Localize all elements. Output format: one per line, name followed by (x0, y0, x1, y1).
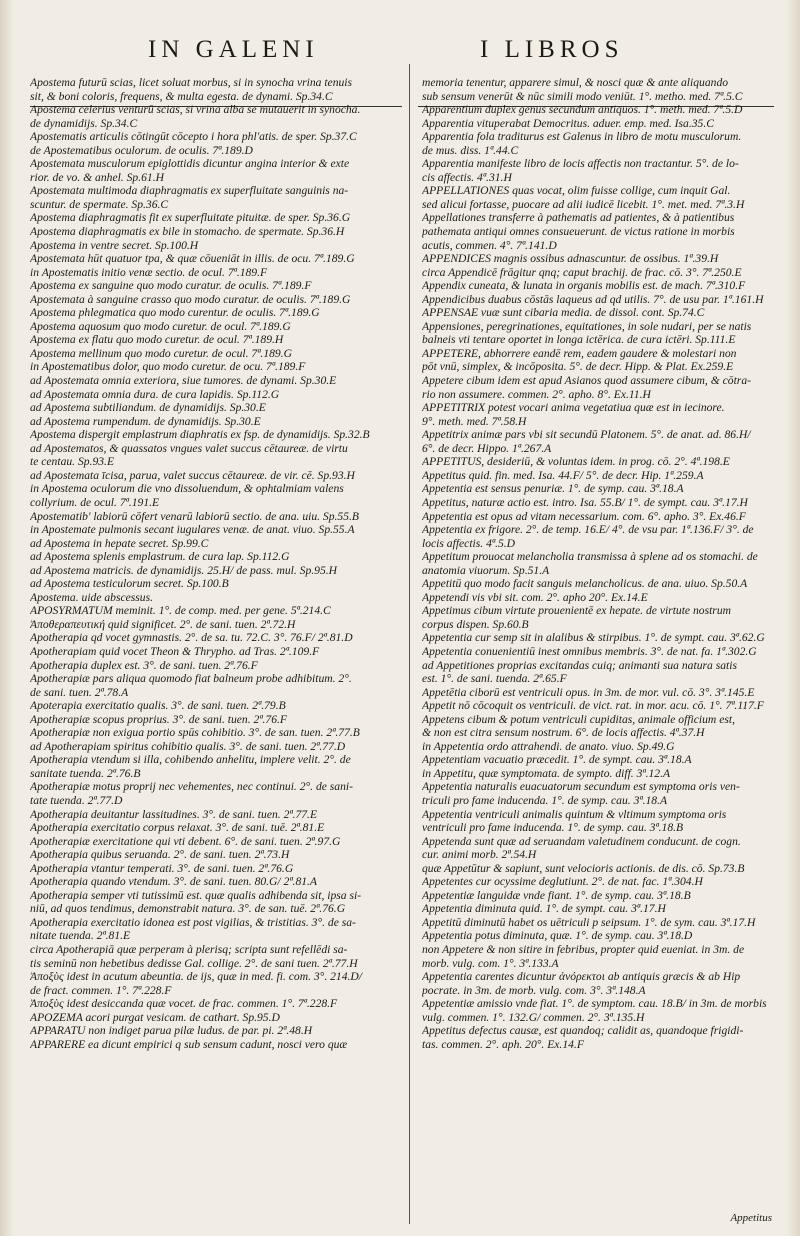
index-line: Appetere cibum idem est apud Asianos quod assumere cibum, & cōtra- (422, 374, 751, 388)
index-line: ad Apostemata omnia dura. de cura lapidis. Sp.112.G (30, 387, 280, 401)
index-line: Apotherapiam quid vocet Theon & Thrypho. ad Tras. 2ª.109.F (30, 644, 320, 658)
index-line: Apostema diaphragmatis fit ex superfluitate pituitæ. de sper. Sp.36.G (30, 211, 351, 225)
index-line: Appetētia ciborū est ventriculi opus. in 3m. de mor. vul. cō. 3°. 3ª.145.E (422, 685, 755, 699)
index-line: Appetentia carentes dicuntur ἀνόρεκτοι ab antiquis græcis & ab Hip (422, 970, 741, 984)
index-line: Appetendi vis vbi sit. com. 2°. apho 20°. Ex.14.E (422, 590, 648, 604)
index-line: ad Apostema rumpendum. de dynamidijs. Sp.30.E (30, 414, 261, 428)
index-line: Apotherapia qd vocet gymnastis. 2°. de sa. tu. 72.C. 3°. 76.F/ 2ª.81.D (30, 631, 353, 645)
index-line: Apostemata hūt quatuor tpa, & quæ cōueniāt in illis. de ocu. 7ª.189.G (30, 252, 355, 266)
index-line: collyrium. de ocul. 7ª.191.E (30, 495, 160, 509)
index-line: de dynamidijs. Sp.34.C (30, 116, 138, 130)
index-line: quæ Appetūtur & sapiunt, sunt velocioris actionis. de dis. cō. Sp.73.B (422, 861, 745, 875)
index-line: Appetentia diminuta quid. 1°. de sympt. cau. 3ª.17.H (422, 902, 666, 916)
index-line: Appetentia conuenientiū inest omnibus membris. 3°. de nat. fa. 1ª.302.G (422, 644, 757, 658)
index-line: circa Apotherapiā quæ perperam à plerisq; scripta sunt refellēdi sa- (30, 943, 348, 956)
index-line: locis affectis. 4ª.5.D (422, 536, 516, 550)
index-line: Apostema ex sanguine quo modo curatur. de oculis. 7ª.189.F (30, 279, 312, 293)
index-line: in Apostematis initio venæ sectio. de ocul. 7ª.189.F (30, 265, 268, 279)
index-line: ad Apostema subtiliandum. de dynamidijs. Sp.30.E (30, 401, 266, 415)
index-line: ad Apostemata īcisa, parua, valet succus cētaureæ. de vir. cē. Sp.93.H (30, 468, 355, 482)
index-line: Apparentium duplex genus secundum antiquos. 1°. meth. med. 7ª.5.D (422, 103, 743, 117)
index-line: Apostema futurū scias, licet soluat morbus, si in synocha vrina tenuis (30, 76, 353, 89)
index-line: ad Apostema testiculorum secret. Sp.100.B (30, 577, 229, 591)
index-line: cur. animi morb. 2ª.54.H (422, 848, 537, 862)
index-line: Apotherapia quando vtendum. 3°. de sani. tuen. 80.G/ 2ª.81.A (30, 875, 318, 889)
index-line: ad Apostema in hepate secret. Sp.99.C (30, 536, 209, 550)
index-line: Appendix cuneata, & lunata in organis mobilis est. de mach. 7ª.310.F (422, 279, 746, 293)
index-line: de mus. diss. 1ª.44.C (422, 143, 519, 157)
index-line: Apostemata musculorum epiglottidis dicuntur angina interior & exte (30, 157, 350, 171)
index-line: in Appetitu, quæ symptomata. de sympto. diff. 3ª.12.A (422, 766, 671, 780)
index-line: est. 1°. de sani. tuenda. 2ª.65.F (422, 672, 567, 686)
index-line: cis affectis. 4ª.31.H (422, 170, 512, 184)
index-line: ad Apostemata omnia exteriora, siue tumores. de dynami. Sp.30.E (30, 374, 337, 388)
index-line: ad Apotherapiam spiritus cohibitio qualis. 3°. de sani. tuen. 2ª.77.D (30, 739, 346, 753)
index-line: non Appetere & non sitire in febribus, propter quid eueniat. in 3m. de (422, 943, 745, 956)
index-line: Appetitum prouocat melancholia transmissa à splene ad os stomachi. de (422, 550, 758, 564)
index-line: in Appetentia ordo attrahendi. de anato. viuo. Sp.49.G (422, 739, 675, 753)
index-line: APOSYRMATUM meminit. 1°. de comp. med. per gene. 5ª.214.C (30, 604, 331, 618)
index-line: Appetitrix animæ pars vbi sit secundū Platonem. 5°. de anat. ad. 86.H/ (422, 428, 751, 442)
index-line: de sani. tuen. 2ª.78.A (30, 685, 129, 699)
index-line: Apotherapiæ pars aliqua quomodo fiat balneum probe adhibitum. 2°. (30, 672, 352, 686)
index-line: Appetentiæ languidæ vnde fiant. 1°. de symp. cau. 3ª.18.B (422, 888, 691, 902)
index-line: Appetitus, naturæ actio est. intro. Isa. 55.B/ 1°. de sympt. cau. 3ª.17.H (422, 495, 748, 509)
index-line: Apotherapiæ scopus proprius. 3°. de sani. tuen. 2ª.76.F (30, 712, 287, 726)
index-line: Apotherapia exercitatio corpus relaxat. 3°. de sani. tuē. 2ª.81.E (30, 821, 325, 835)
index-line: APOZEMA acori purgat vesicam. de cathart. Sp.95.D (30, 1010, 280, 1024)
index-line: Apotherapia exercitatio idonea est post vigilias, & tristitias. 3°. de sa- (30, 915, 356, 929)
index-line: te centau. Sp.93.E (30, 455, 115, 469)
index-line: Appetentia cur semp sit in alalibus & stirpibus. 1°. de sympt. cau. 3ª.62.G (422, 631, 765, 645)
header-left: IN GALENI (148, 36, 319, 63)
index-line: in Apostematibus dolor, quo modo curetur. de ocu. 7ª.189.F (30, 360, 306, 374)
index-line: sit, & boni coloris, frequens, & multa egesta. de dynami. Sp.34.C (30, 89, 333, 103)
index-line: in Apostemate pulmonis secant iugulares venæ. de anat. viuo. Sp.55.A (30, 523, 355, 537)
index-line: niū, ad quos tendimus, demonstrabit natura. 3°. de san. tuē. 2ª.76.G (30, 902, 346, 916)
index-line: 6°. de decr. Hippo. 1ª.267.A (422, 441, 552, 455)
index-line: acutis, commen. 4°. 7ª.141.D (422, 238, 557, 252)
catchword: Appetitus (730, 1212, 772, 1224)
index-line: circa Appendicē frāgitur qnq; caput brachij. de frac. cō. 3°. 7ª.250.E (422, 265, 742, 279)
index-line: ad Apostema splenis emplastrum. de cura lap. Sp.112.G (30, 550, 290, 564)
index-line: Appetentia potus diminuta, quæ. 1°. de symp. cau. 3ª.18.D (422, 929, 693, 943)
running-header (0, 36, 800, 76)
index-line: APPENDICES magnis ossibus adnascuntur. de ossibus. 1ª.39.H (422, 252, 719, 266)
index-line: Apotherapiæ non exigua portio spūs cohibitio. 3°. de san. tuen. 2ª.77.B (30, 726, 360, 740)
index-line: Appetitus defectus causæ, est quandoq; calidit as, quandoque frigidi- (422, 1024, 744, 1038)
index-line: Apostema ex flatu quo modo curetur. de ocul. 7ª.189.H (30, 333, 284, 347)
index-line: de Apostematibus oculorum. de oculis. 7ª.189.D (30, 143, 253, 157)
index-line: balneis vti tentare oportet in longa ictērica. de cura ictēri. Sp.111.E (422, 333, 736, 347)
index-line: Apotherapiæ motus proprij nec vehementes, nec continui. 2°. de sani- (30, 780, 353, 794)
index-line: APPETITRIX potest vocari anima vegetatiua quæ est in iecinore. (422, 401, 725, 415)
column-divider (409, 64, 410, 1224)
index-line: corpus dispen. Sp.60.B (422, 617, 529, 631)
page-edge-left (0, 0, 14, 1236)
index-line: pōt vnū, simplex, & incōposita. 5°. de decr. Hipp. & Plat. Ex.259.E (422, 360, 734, 374)
index-line: Appetitū quo modo facit sanguis melancholicus. de ana. uiuo. Sp.50.A (422, 577, 748, 591)
index-line: Ἀποξὺς idest in acutum abeuntia. de ijs, quæ in med. fi. com. 3°. 214.D/ (30, 970, 362, 984)
index-line: Apostemata multimoda diaphragmatis ex superfluitate sanguinis na- (30, 184, 349, 198)
index-line: Apostema diaphragmatis ex bile in stomacho. de spermate. Sp.36.H (30, 225, 345, 239)
index-line: Apostemata à sanguine crasso quo modo curatur. de oculis. 7ª.189.G (30, 292, 351, 306)
index-line: Appellationes transferre à pathematis ad patientes, & à patientibus (422, 211, 735, 225)
index-line: Ἀποθεραπευτική quid significet. 2°. de sani. tuen. 2ª.72.H (30, 617, 296, 631)
index-line: vulg. commen. 1°. 132.G/ commen. 2°. 3ª.135.H (422, 1010, 645, 1024)
index-line: tate tuenda. 2ª.77.D (30, 793, 123, 807)
index-line: Apostema mellinum quo modo curetur. de ocul. 7ª.189.G (30, 346, 292, 360)
index-line: scuntur. de spermate. Sp.36.C (30, 197, 169, 211)
index-line: de fract. commen. 1°. 7ª.228.F (30, 983, 172, 997)
index-line: Apotherapia quibus seruanda. 2°. de sani. tuen. 2ª.73.H (30, 848, 290, 862)
index-line: pathemata antiqui omnes consueuerunt. de victus ratione in morbis (422, 225, 735, 239)
index-line: Appetentiam vacuatio præcedit. 1°. de sympt. cau. 3ª.18.A (422, 753, 692, 767)
index-line: Appetitus quid. fin. med. Isa. 44.F/ 5°. de decr. Hip. 1ª.259.A (422, 468, 704, 482)
index-line: Appetens cibum & potum ventriculi cupiditas, animale officium est, (422, 712, 735, 726)
index-line: sub sensum venerūt & nūc simili modo veniūt. 1°. metho. med. 7ª.5.C (422, 89, 743, 103)
index-line: Apotherapia semper vti tutissimū est. quæ qualis adhibenda sit, ipsa si- (30, 888, 362, 902)
index-line: tas. commen. 2°. aph. 20°. Ex.14.F (422, 1037, 584, 1051)
index-line: rio non assumere. commen. 2°. apho. 8°. Ex.11.H (422, 387, 651, 401)
index-line: anatomia viuorum. Sp.51.A (422, 563, 550, 577)
index-line: Appetentia ex frigore. 2°. de temp. 16.E/ 4°. de vsu par. 1ª.136.F/ 3°. de (422, 523, 754, 537)
index-column-left (30, 76, 400, 1051)
index-line: pocrate. in 3m. de morb. vulg. com. 3°. 3ª.148.A (422, 983, 646, 997)
index-line: Apostematis articulis cōtingūt cōcepto i hora phl'atis. de sper. Sp.37.C (30, 130, 357, 144)
index-line: Ἀποξὺς idest desiccanda quæ vocet. de frac. commen. 1°. 7ª.228.F (30, 997, 338, 1011)
index-line: ad Apostema matricis. de dynamidijs. 25.H/ de pass. mul. Sp.95.H (30, 563, 338, 577)
index-line: memoria tenentur, apparere simul, & nosci quæ & ante aliquando (422, 76, 729, 89)
index-line: Appetentia est opus ad vitam necessarium. com. 6°. apho. 3°. Ex.46.F (422, 509, 746, 523)
index-line: Apoterapia exercitatio qualis. 3°. de sani. tuen. 2ª.79.B (30, 699, 286, 713)
index-line: APPARERE ea dicunt empirici q sub sensum cadunt, nosci vero quæ (30, 1037, 348, 1051)
index-line: 9°. meth. med. 7ª.58.H (422, 414, 527, 428)
index-line: APPARATU non indiget parua pilæ ludus. de par. pi. 2ª.48.H (30, 1024, 313, 1038)
index-line: Apostema phlegmatica quo modo curentur. de oculis. 7ª.189.G (30, 306, 320, 320)
index-line: ad Apostematos, & quassatos vngues valet succus cētaureæ. de virtu (30, 441, 348, 455)
index-line: morb. vulg. com. 1°. 3ª.133.A (422, 956, 559, 970)
index-line: ventriculi pro fame inducenda. 1°. de symp. cau. 3ª.18.B (422, 821, 684, 835)
index-line: Apparentia vituperabat Democritus. aduer. emp. med. Isa.35.C (422, 116, 714, 130)
index-line: Appendicibus duabus cōstās laqueus ad qd utilis. 7°. de usu par. 1ª.161.H (422, 292, 764, 306)
index-line: Appetentia naturalis euacuatorum secundum est symptoma oris ven- (422, 780, 740, 794)
index-line: Apostema celerius venturū scias, si vrina alba se mutauerit in synocha. (30, 103, 361, 117)
index-line: Appetentia ventriculi animalis quintum & vltimum symptoma oris (422, 807, 727, 821)
index-line: Apparentia fola traditurus est Galenus in libro de motu musculorum. (422, 130, 742, 144)
index-line: Appetenda sunt quæ ad seruandam valetudinem conducunt. de cogn. (422, 834, 741, 848)
index-line: APPETITUS, desideriū, & voluntas idem. in prog. cō. 2°. 4ª.198.E (422, 455, 730, 469)
index-line: Appetitū diminutū habet os uētriculi p seipsum. 1°. de sym. cau. 3ª.17.H (422, 915, 756, 929)
header-right: I LIBROS (480, 36, 624, 63)
index-line: Apotherapia vtendum si illa, cohibendo anhelitu, implere velit. 2°. de (30, 753, 351, 767)
index-line: Appetimus cibum virtute prouenientē ex hepate. de virtute nostrum (422, 604, 731, 618)
index-line: Appetit nō cōcoquit os ventriculi. de vict. rat. in mor. acu. cō. 1°. 7ª.117.F (422, 699, 764, 713)
index-line: Apostema aquosum quo modo curetur. de ocul. 7ª.189.G (30, 319, 291, 333)
index-line: rior. de vo. & anhel. Sp.61.H (30, 170, 164, 184)
index-line: Apostematib' labiorū cōfert venarū labiorū sectio. de ana. uiu. Sp.55.B (30, 509, 360, 523)
index-line: sanitate tuenda. 2ª.76.B (30, 766, 141, 780)
index-line: in Apostema oculorum die vno dissoluendum, & ophtalmiam valens (30, 482, 344, 496)
index-line: Appensiones, peregrinationes, equitationes, in sole nudari, per se natis (422, 319, 752, 333)
index-line: ad Appetitiones proprias excitandas cuiq; animanti sua natura satis (422, 658, 737, 672)
index-line: Apostema. uide abscessus. (30, 590, 154, 604)
index-line: APPELLATIONES quas vocat, olim fuisse collige, cum inquit Gal. (422, 184, 731, 198)
index-line: APPETERE, abhorrere eandē rem, eadem gaudere & molestari non (422, 346, 737, 360)
index-line: tis seminū non hebetibus dedisse Gal. collige. 2°. de sani tuen. 2ª.77.H (30, 956, 358, 970)
index-column-right (422, 76, 774, 1051)
index-line: nitate tuenda. 2ª.81.E (30, 929, 131, 943)
index-line: Appetentiæ amissio vnde fiat. 1°. de symptom. cau. 18.B/ in 3m. de morbis (422, 997, 767, 1011)
index-line: & non est citra sensum nostrum. 6°. de locis affectis. 4ª.37.H (422, 726, 705, 740)
index-line: Appetentes cur ocyssime deglutiunt. 2°. de nat. fac. 1ª.304.H (422, 875, 703, 889)
index-line: sed alicui fortasse, puocare ad alii iudicē licebit. 1°. met. med. 7ª.3.H (422, 197, 745, 211)
index-line: Apostema dispergit emplastrum diaphratis ex fsp. de dynamidijs. Sp.32.B (30, 428, 370, 442)
index-line: Appetentia est sensus penuriæ. 1°. de symp. cau. 3ª.18.A (422, 482, 684, 496)
index-line: Apotherapia duplex est. 3°. de sani. tuen. 2ª.76.F (30, 658, 258, 672)
index-line: Apotherapiæ exercitatione qui vti debent. 6°. de sani. tuen. 2ª.97.G (30, 834, 341, 848)
index-line: Apostema in ventre secret. Sp.100.H (30, 238, 199, 252)
index-line: Apotherapia deuitantur lassitudines. 3°. de sani. tuen. 2ª.77.E (30, 807, 318, 821)
index-line: Apparentia manifeste libro de locis affectis non tractantur. 5°. de lo- (422, 157, 739, 171)
index-line: Apotherapia vtantur temperati. 3°. de sani. tuen. 2ª.76.G (30, 861, 294, 875)
index-line: triculi pro fame inducenda. 1°. de symp. cau. 3ª.18.A (422, 793, 668, 807)
index-line: APPENSAE vuæ sunt cibaria media. de dissol. cont. Sp.74.C (422, 306, 705, 320)
page-edge-right (786, 0, 800, 1236)
